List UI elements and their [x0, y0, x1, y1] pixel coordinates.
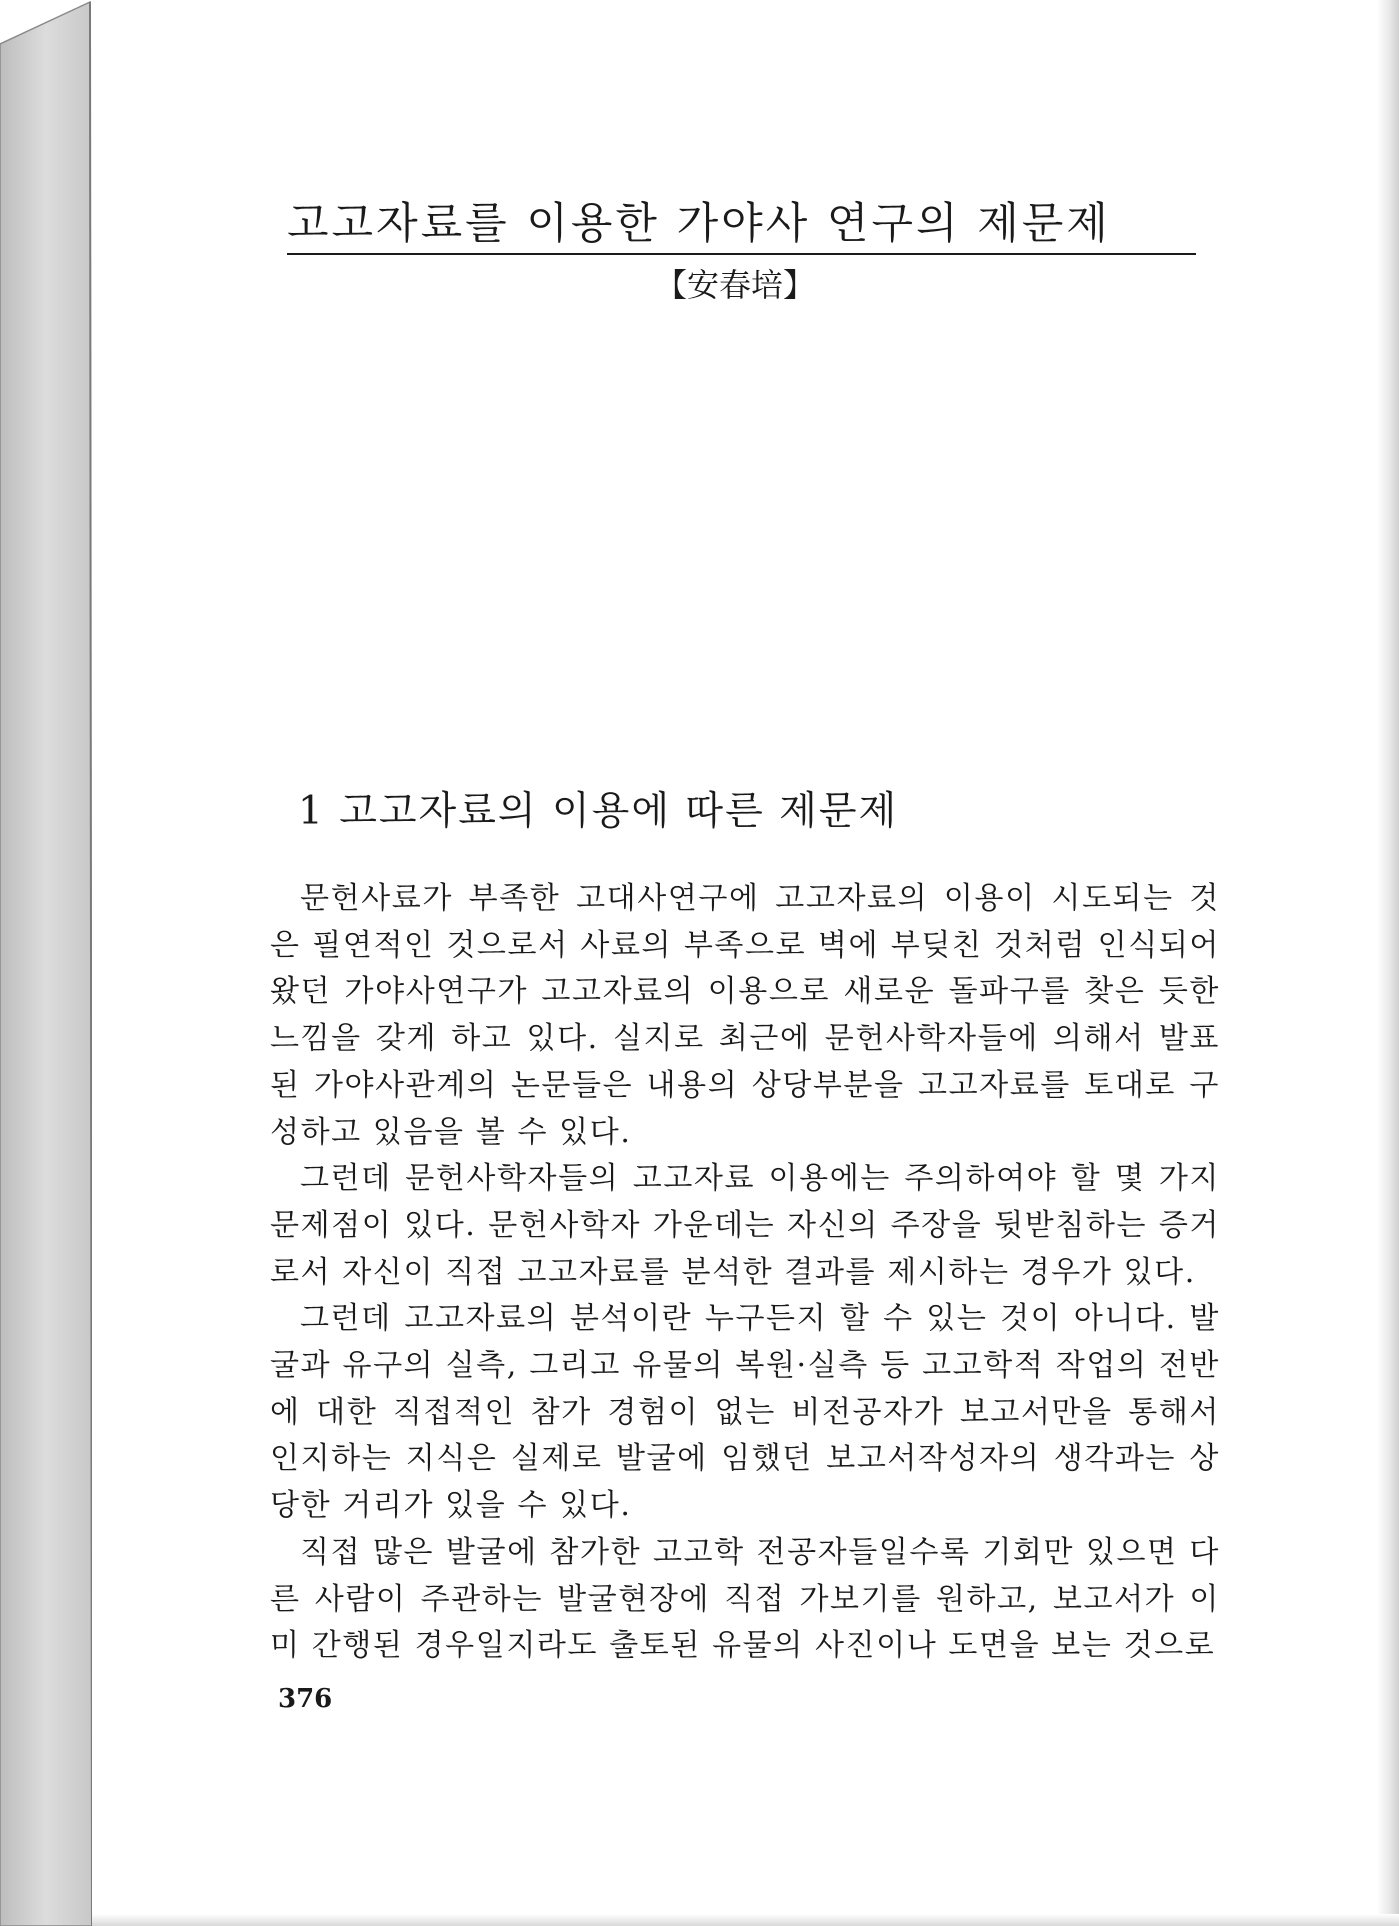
- article-title: 고고자료를 이용한 가야사 연구의 제문제: [287, 199, 1111, 249]
- page-bottom-shadow: [92, 1914, 1399, 1926]
- page-number: 376: [278, 1684, 333, 1714]
- paragraph: 그런데 문헌사학자들의 고고자료 이용에는 주의하여야 할 몇 가지 문제점이 있다. 문헌사학자 가운데는 자신의 주장을 뒷받침하는 증거로서 자신이 직접 고고자료를 분석한 결과를 제시하는 경우가 있다.: [270, 1161, 1220, 1290]
- author-name: 【安春培】: [655, 266, 816, 304]
- title-underline: [287, 253, 1196, 255]
- paragraph: 그런데 고고자료의 분석이란 누구든지 할 수 있는 것이 아니다. 발굴과 유구의 실측, 그리고 유물의 복원·실측 등 고고학적 작업의 전반에 대한 직접적인 참가 경험이 없는 비전공자가 보고서만을 통해서 인지하는 지식은 실제로 발굴에 임했던 보고서작성자의 생각과는 상당한 거리가 있을 수 있다.: [270, 1301, 1220, 1524]
- section-heading: 1 고고자료의 이용에 따른 제문제: [298, 789, 899, 834]
- paragraph: 문헌사료가 부족한 고대사연구에 고고자료의 이용이 시도되는 것은 필연적인 것으로서 사료의 부족으로 벽에 부딪친 것처럼 인식되어 왔던 가야사연구가 고고자료의 이용으로 새로운 돌파구를 찾은 듯한 느낌을 갖게 하고 있다. 실지로 최근에 문헌사학자들에 의해서 발표된 가야사관계의 논문들은 내용의 상당부분을 고고자료를 토대로 구성하고 있음을 볼 수 있다.: [270, 881, 1220, 1150]
- page-right-shadow: [1377, 0, 1399, 1926]
- body-text: [270, 876, 1220, 1670]
- paragraph: 직접 많은 발굴에 참가한 고고학 전공자들일수록 기회만 있으면 다른 사람이 주관하는 발굴현장에 직접 가보기를 원하고, 보고서가 이미 간행된 경우일지라도 출토된 유물의 사진이나 도면을 보는 것으로: [270, 1534, 1220, 1664]
